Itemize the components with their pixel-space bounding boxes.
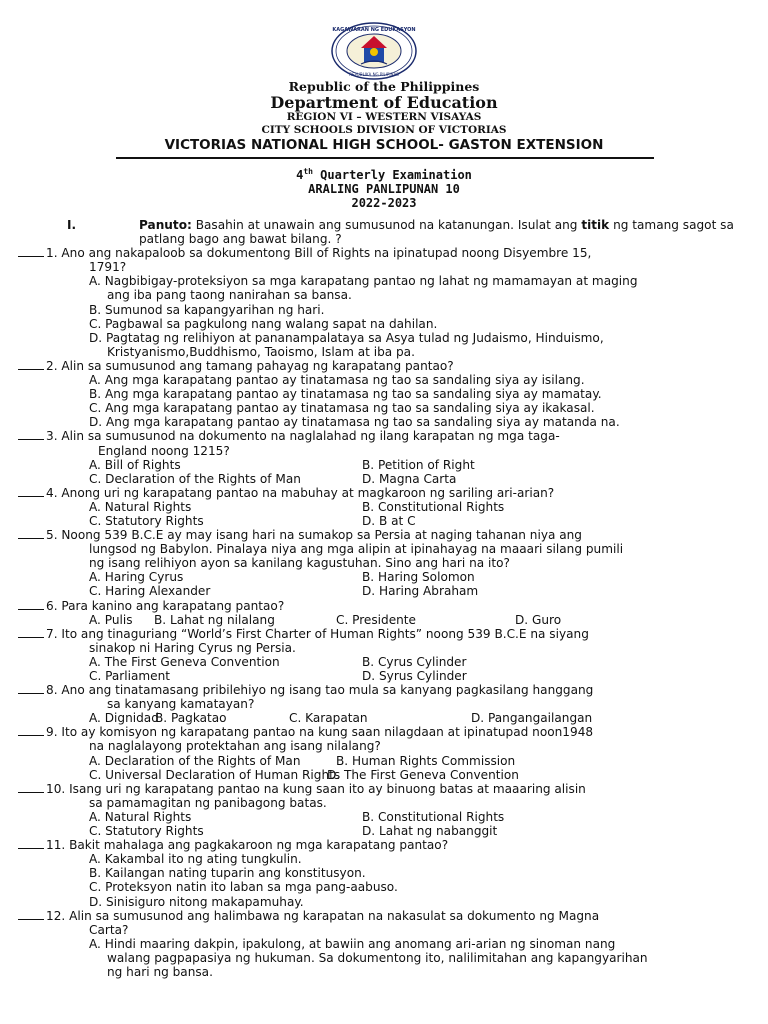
q8-options xyxy=(18,711,753,725)
q10-option-b: B. Constitutional Rights xyxy=(362,809,505,824)
q9-option-b: B. Human Rights Commission xyxy=(336,753,516,768)
q4-option-d: D. B at C xyxy=(362,513,416,528)
q2-option-b: B. Ang mga karapatang pantao ay tinatamasa ng tao sa sandaling siya ay mamatay. xyxy=(89,387,602,402)
header-divider xyxy=(116,157,654,159)
q1-option-a: A. Nagbibigay-proteksiyon sa mga karapatang pantao ng lahat ng mamamayan at maging xyxy=(89,274,638,289)
question-5-cont-1: lungsod ng Babylon. Pinalaya niya ang mga alipin at ipinahayag na maaari silang pumili xyxy=(89,542,624,557)
school-name: VICTORIAS NATIONAL HIGH SCHOOL- GASTON EXTENSION xyxy=(164,137,604,153)
q4-option-c: C. Statutory Rights xyxy=(89,513,204,528)
q10-option-a: A. Natural Rights xyxy=(89,809,192,824)
question-7: 7. Ito ang tinaguriang “World’s First Charter of Human Rights” noong 539 B.C.E na siyang xyxy=(18,627,753,641)
question-7-cont: sinakop ni Haring Cyrus ng Persia. xyxy=(89,640,296,655)
answer-blank[interactable] xyxy=(18,683,44,694)
answer-blank[interactable] xyxy=(18,528,44,539)
question-9: 9. Ito ay komisyon ng karapatang pantao na kung saan nilagdaan at ipinatupad noon1948 xyxy=(18,725,753,739)
q2-option-a: A. Ang mga karapatang pantao ay tinatamasa ng tao sa sandaling siya ay isilang. xyxy=(89,373,585,388)
instructions-bold-word: titik xyxy=(581,218,610,232)
question-12: 12. Alin sa sumusunod ang halimbawa ng karapatan na nakasulat sa dokumento ng Magna xyxy=(18,909,753,923)
instructions: I. Panuto: Basahin at unawain ang sumusunod na katanungan. Isulat ang titik ng tamang sagot sa patlang bago ang bawat bilang. ? xyxy=(18,218,753,246)
q2-option-d: D. Ang mga karapatang pantao ay tinatamasa ng tao sa sandaling siya ay matanda na. xyxy=(89,415,620,430)
question-1: 1. Ano ang nakapaloob sa dokumentong Bill of Rights na ipinatupad noong Disyembre 15, xyxy=(18,246,753,260)
q3-option-d: D. Magna Carta xyxy=(362,471,457,486)
answer-blank[interactable] xyxy=(18,838,44,849)
q11-option-a: A. Kakambal ito ng ating tungkulin. xyxy=(89,852,302,867)
exam-subject: ARALING PANLIPUNAN 10 xyxy=(308,182,460,196)
q6-option-d: D. Guro xyxy=(515,612,562,627)
q10-option-c: C. Statutory Rights xyxy=(89,824,204,839)
q8-option-a: A. Dignidad xyxy=(89,711,159,726)
q9-option-c: C. Universal Declaration of Human Rights xyxy=(89,767,341,782)
q1-option-c: C. Pagbawal sa pagkulong nang walang sapat na dahilan. xyxy=(89,316,438,331)
division-line: CITY SCHOOLS DIVISION OF VICTORIAS xyxy=(261,124,507,136)
q2-option-c: C. Ang mga karapatang pantao ay tinatamasa ng tao sa sandaling siya ay ikakasal. xyxy=(89,401,595,416)
q5-option-d: D. Haring Abraham xyxy=(362,584,479,599)
exam-quarter: 4th Quarterly Examination xyxy=(296,167,472,182)
question-6: 6. Para kanino ang karapatang pantao? xyxy=(18,599,753,613)
q7-option-c: C. Parliament xyxy=(89,669,171,683)
q6-option-b: B. Lahat ng nilalang xyxy=(154,612,275,627)
answer-blank[interactable] xyxy=(18,782,44,793)
question-4: 4. Anong uri ng karapatang pantao na mabuhay at magkaroon ng sariling ari-arian? xyxy=(18,486,753,500)
question-1-cont: 1791? xyxy=(89,260,127,275)
q11-option-d: D. Sinisiguro nitong makapamuhay. xyxy=(89,894,304,909)
q3-option-a: A. Bill of Rights xyxy=(89,457,181,472)
question-8: 8. Ano ang tinatamasang pribilehiyo ng isang tao mula sa kanyang pagkasilang hanggang xyxy=(18,683,753,697)
region-line: REGION VI – WESTERN VISAYAS xyxy=(286,111,482,123)
q3-option-b: B. Petition of Right xyxy=(362,457,475,472)
q10-option-d: D. Lahat ng nabanggit xyxy=(362,824,498,839)
q1-option-b: B. Sumunod sa kapangyarihan ng hari. xyxy=(89,302,325,317)
department-title: Department of Education xyxy=(270,93,498,112)
q3-options-cd xyxy=(18,472,753,486)
q4-option-b: B. Constitutional Rights xyxy=(362,499,505,514)
answer-blank[interactable] xyxy=(18,599,44,610)
seal-bottom-text: REPUBLIKA NG PILIPINAS xyxy=(349,72,399,77)
q9-option-d: D. The First Geneva Convention xyxy=(327,767,519,782)
question-2: 2. Alin sa sumusunod ang tamang pahayag ng karapatang pantao? xyxy=(18,359,753,373)
q4-options-ab xyxy=(18,500,753,514)
q6-option-c: C. Presidente xyxy=(336,612,416,627)
answer-blank[interactable] xyxy=(18,725,44,736)
q5-options-ab xyxy=(18,570,753,584)
question-3: 3. Alin sa sumusunod na dokumento na naglalahad ng ilang karapatan ng mga taga- xyxy=(18,429,753,443)
q9-option-a: A. Declaration of the Rights of Man xyxy=(89,753,301,768)
q12-option-a-cont-2: ng hari ng bansa. xyxy=(107,964,213,979)
q9-options-ab xyxy=(18,754,753,768)
q8-option-b: B. Pagkatao xyxy=(155,711,227,726)
q1-option-a-cont: ang iba pang taong nanirahan sa bansa. xyxy=(107,288,352,303)
q11-option-c: C. Proteksyon natin ito laban sa mga pang-aabuso. xyxy=(89,880,398,895)
question-8-cont: sa kanyang kamatayan? xyxy=(107,697,255,712)
q5-option-c: C. Haring Alexander xyxy=(89,584,211,599)
q7-option-a: A. The First Geneva Convention xyxy=(89,654,280,669)
exam-body xyxy=(18,218,753,979)
instructions-label: Panuto: xyxy=(139,218,192,232)
answer-blank[interactable] xyxy=(18,429,44,440)
q1-option-d-cont: Kristyanismo,Buddhismo, Taoismo, Islam at iba pa. xyxy=(107,344,415,359)
q3-options-ab xyxy=(18,458,753,472)
answer-blank[interactable] xyxy=(18,486,44,497)
q6-options xyxy=(18,613,753,627)
question-9-cont: na naglalayong protektahan ang isang nilalang? xyxy=(89,739,381,754)
answer-blank[interactable] xyxy=(18,359,44,370)
answer-blank[interactable] xyxy=(18,909,44,920)
q3-option-c: C. Declaration of the Rights of Man xyxy=(89,471,301,486)
question-11: 11. Bakit mahalaga ang pagkakaroon ng mga karapatang pantao? xyxy=(18,838,753,852)
question-10: 10. Isang uri ng karapatang pantao na kung saan ito ay binuong batas at maaaring alisin xyxy=(18,782,753,796)
seal-top-text: KAGAWARAN NG EDUKASYON xyxy=(332,27,416,33)
q4-options-cd xyxy=(18,514,753,528)
exam-year: 2022-2023 xyxy=(351,196,417,210)
question-10-cont: sa pamamagitan ng panibagong batas. xyxy=(89,795,327,810)
q5-option-b: B. Haring Solomon xyxy=(362,570,475,585)
question-5: 5. Noong 539 B.C.E ay may isang hari na sumakop sa Persia at naging tahanan niya ang xyxy=(18,528,753,542)
question-5-cont-2: ng isang relihiyon ayon sa kanilang kagustuhan. Sino ang hari na ito? xyxy=(89,556,510,571)
q1-option-d: D. Pagtatag ng relihiyon at pananampalataya sa Asya tulad ng Judaismo, Hinduismo, xyxy=(89,330,604,345)
q6-option-a: A. Pulis xyxy=(89,612,133,627)
q10-options-cd xyxy=(18,824,753,838)
q11-option-b: B. Kailangan nating tuparin ang konstitusyon. xyxy=(89,866,366,881)
answer-blank[interactable] xyxy=(18,246,44,257)
answer-blank[interactable] xyxy=(18,627,44,638)
q5-options-cd xyxy=(18,584,753,598)
q8-option-c: C. Karapatan xyxy=(289,711,368,726)
q12-option-a-cont-1: walang pagpapasiya ng hukuman. Sa dokumentong ito, nalilimitahan ang kapangyarihan xyxy=(107,950,648,965)
q8-option-d: D. Pangangailangan xyxy=(471,711,593,726)
q4-option-a: A. Natural Rights xyxy=(89,499,192,514)
q9-options-cd xyxy=(18,768,753,782)
question-3-cont: England noong 1215? xyxy=(98,443,230,458)
q7-option-d: D. Syrus Cylinder xyxy=(362,669,467,683)
instructions-number: I. xyxy=(67,218,77,232)
republic-line: Republic of the Philippines xyxy=(288,79,480,94)
q7-options-cd xyxy=(18,669,753,683)
q7-options-ab xyxy=(18,655,753,669)
q10-options-ab xyxy=(18,810,753,824)
deped-seal-logo xyxy=(331,22,417,80)
q5-option-a: A. Haring Cyrus xyxy=(89,570,184,585)
q12-option-a: A. Hindi maaring dakpin, ipakulong, at bawiin ang anomang ari-arian ng sinoman nang xyxy=(89,936,616,951)
question-12-cont: Carta? xyxy=(89,922,129,937)
q7-option-b: B. Cyrus Cylinder xyxy=(362,654,467,669)
